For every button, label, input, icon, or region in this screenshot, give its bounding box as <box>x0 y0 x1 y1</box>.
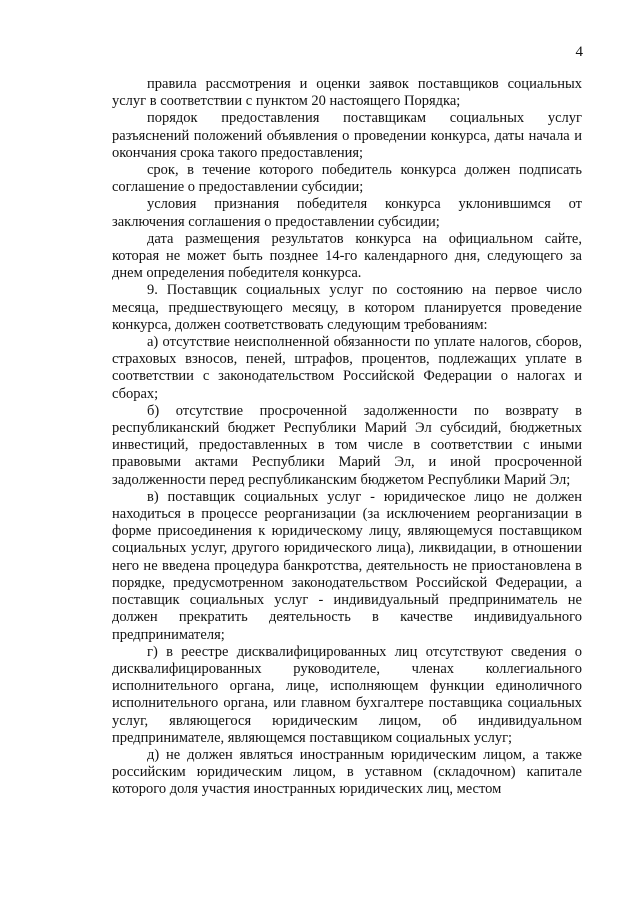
paragraph-results-publication: дата размещения результатов конкурса на официальном сайте, которая не может быть позднее 14-го календарного дня, следующего за днем определения победителя конкурса. <box>112 230 582 282</box>
document-body <box>112 76 582 799</box>
paragraph-requirement-b: б) отсутствие просроченной задолженности по возврату в республиканский бюджет Республики Марий Эл субсидий, бюджетных инвестиций, предоставленных в том числе в соответствии с иными правовыми актами Республики Марий Эл, и иной просроченной задолженности перед республиканским бюджетом Республики Марий Эл; <box>112 402 582 488</box>
paragraph-requirement-g: г) в реестре дисквалифицированных лиц отсутствуют сведения о дисквалифицированных руководителе, членах коллегиального исполнительного органа, лице, исполняющем функции единоличного исполнительного органа, или главном бухгалтере поставщика социальных услуг, являющегося юридическим лицом, об индивидуальном предпринимателе, являющемся поставщиком социальных услуг; <box>112 643 582 746</box>
paragraph-requirement-v: в) поставщик социальных услуг - юридическое лицо не должен находиться в процессе реорганизации (за исключением реорганизации в форме присоединения к юридическому лицу, являющемуся поставщиком социальных услуг, другого юридического лица), ликвидации, в отношении него не введена процедура банкротства, деятельность не приостановлена в порядке, предусмотренном законодательством Российской Федерации, а поставщик социальных услуг - индивидуальный предприниматель не должен прекратить деятельность в качестве индивидуального предпринимателя; <box>112 488 582 643</box>
page-number: 4 <box>575 44 583 60</box>
paragraph-requirement-a: а) отсутствие неисполненной обязанности по уплате налогов, сборов, страховых взносов, пеней, штрафов, процентов, подлежащих уплате в соответствии с законодательством Российской Федерации о налогах и сборах; <box>112 334 582 402</box>
paragraph-evaluation-rules: правила рассмотрения и оценки заявок поставщиков социальных услуг в соответствии с пунктом 20 настоящего Порядка; <box>112 76 582 110</box>
paragraph-evasion-conditions: условия признания победителя конкурса уклонившимся от заключения соглашения о предоставлении субсидии; <box>112 196 582 230</box>
paragraph-signing-deadline: срок, в течение которого победитель конкурса должен подписать соглашение о предоставлении субсидии; <box>112 162 582 196</box>
paragraph-requirement-d: д) не должен являться иностранным юридическим лицом, а также российским юридическим лицом, в уставном (складочном) капитале которого доля участия иностранных юридических лиц, местом <box>112 746 582 798</box>
paragraph-clarification-procedure: порядок предоставления поставщикам социальных услуг разъяснений положений объявления о проведении конкурса, даты начала и окончания срока такого предоставления; <box>112 110 582 161</box>
paragraph-item-9: 9. Поставщик социальных услуг по состоянию на первое число месяца, предшествующего месяцу, в котором планируется проведение конкурса, должен соответствовать следующим требованиям: <box>112 282 582 333</box>
